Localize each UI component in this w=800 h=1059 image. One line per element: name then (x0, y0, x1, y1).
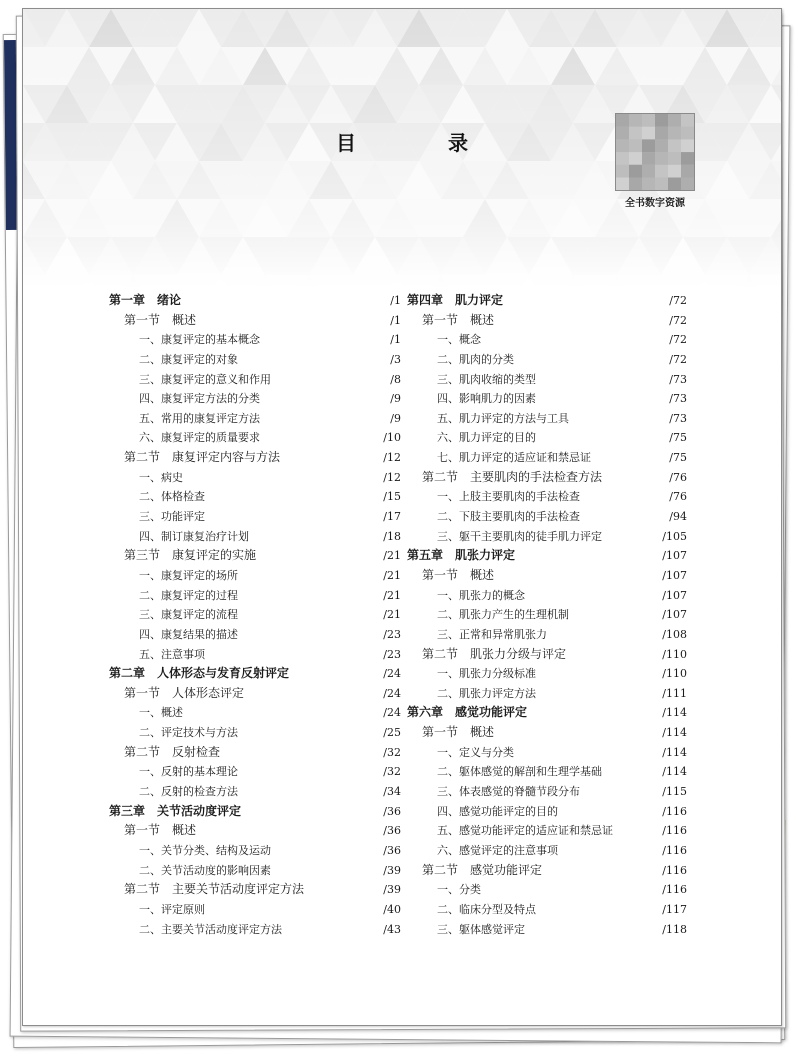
toc-entry-title: 第二节 主要关节活动度评定方法 (124, 882, 305, 897)
toc-subsection-entry[interactable] (109, 782, 401, 802)
toc-entry-title: 第一节 概述 (422, 725, 495, 740)
toc-entry-title: 一、康复评定的场所 (139, 568, 238, 582)
toc-entry-page: /36 (383, 824, 401, 838)
toc-entry-page: /21 (383, 588, 401, 602)
toc-subsection-entry[interactable] (407, 743, 687, 763)
toc-subsection-entry[interactable] (407, 448, 687, 468)
toc-entry-title: 一、上肢主要肌肉的手法检查 (437, 490, 580, 504)
toc-entry-page: /107 (662, 608, 687, 622)
toc-entry-title: 一、概念 (437, 333, 481, 347)
toc-entry-page: /32 (383, 745, 401, 759)
toc-entry-title: 第一节 人体形态评定 (124, 685, 245, 700)
toc-entry-title: 第四章 肌力评定 (407, 293, 504, 307)
toc-entry-title: 第一节 概述 (422, 312, 495, 327)
toc-entry-page: /1 (390, 313, 401, 327)
toc-entry-title: 一、关节分类、结构及运动 (139, 843, 271, 857)
toc-entry-page: /114 (662, 726, 687, 740)
toc-subsection-entry[interactable] (109, 605, 401, 625)
toc-subsection-entry[interactable] (109, 861, 401, 881)
toc-entry-page: /116 (662, 863, 687, 877)
toc-column-right (407, 291, 687, 939)
toc-subsection-entry[interactable] (109, 900, 401, 920)
toc-entry-page: /76 (669, 490, 687, 504)
toc-entry-page: /116 (662, 804, 687, 818)
toc-subsection-entry[interactable] (109, 350, 401, 370)
toc-entry-page: /114 (662, 765, 687, 779)
toc-entry-page: /39 (383, 883, 401, 897)
toc-entry-page: /116 (662, 843, 687, 857)
toc-entry-title: 三、正常和异常肌张力 (437, 627, 547, 641)
toc-entry-title: 三、躯干主要肌肉的徒手肌力评定 (437, 529, 602, 543)
toc-entry-title: 三、功能评定 (139, 510, 205, 524)
toc-entry-title: 四、制订康复治疗计划 (139, 529, 249, 543)
toc-entry-page: /114 (662, 706, 687, 720)
toc-chapter-entry[interactable] (109, 291, 401, 311)
toc-entry-page: /36 (383, 804, 401, 818)
toc-entry-title: 四、感觉功能评定的目的 (437, 804, 558, 818)
toc-entry-title: 一、肌张力的概念 (437, 588, 525, 602)
toc-chapter-entry[interactable] (407, 546, 687, 566)
toc-entry-page: /108 (662, 627, 687, 641)
toc-entry-title: 二、临床分型及特点 (437, 902, 536, 916)
toc-section-entry[interactable] (109, 684, 401, 704)
toc-subsection-entry[interactable] (407, 841, 687, 861)
toc-entry-title: 一、病史 (139, 470, 183, 484)
toc-entry-page: /72 (669, 313, 687, 327)
toc-subsection-entry[interactable] (109, 389, 401, 409)
toc-subsection-entry[interactable] (407, 487, 687, 507)
toc-entry-page: /107 (662, 568, 687, 582)
toc-entry-title: 五、注意事项 (139, 647, 205, 661)
toc-entry-title: 一、概述 (139, 706, 183, 720)
toc-section-entry[interactable] (109, 821, 401, 841)
toc-subsection-entry[interactable] (109, 409, 401, 429)
toc-page (22, 8, 782, 1026)
toc-entry-title: 一、定义与分类 (437, 745, 514, 759)
toc-subsection-entry[interactable] (407, 389, 687, 409)
toc-entry-page: /18 (383, 529, 401, 543)
toc-section-entry[interactable] (109, 448, 401, 468)
toc-entry-title: 二、肌张力评定方法 (437, 686, 536, 700)
toc-subsection-entry[interactable] (407, 664, 687, 684)
toc-entry-page: /36 (383, 843, 401, 857)
toc-entry-title: 三、肌肉收缩的类型 (437, 372, 536, 386)
toc-entry-page: /34 (383, 785, 401, 799)
toc-entry-page: /1 (390, 333, 401, 347)
toc-entry-page: /23 (383, 647, 401, 661)
toc-entry-title: 二、主要关节活动度评定方法 (139, 922, 282, 936)
toc-subsection-entry[interactable] (407, 428, 687, 448)
toc-subsection-entry[interactable] (109, 507, 401, 527)
toc-entry-page: /73 (669, 392, 687, 406)
toc-subsection-entry[interactable] (407, 900, 687, 920)
toc-subsection-entry[interactable] (109, 330, 401, 350)
toc-subsection-entry[interactable] (109, 841, 401, 861)
toc-chapter-entry[interactable] (407, 291, 687, 311)
toc-entry-title: 一、分类 (437, 883, 481, 897)
toc-entry-title: 二、康复评定的过程 (139, 588, 238, 602)
toc-entry-title: 六、肌力评定的目的 (437, 431, 536, 445)
toc-entry-title: 二、肌肉的分类 (437, 352, 514, 366)
toc-entry-title: 五、肌力评定的方法与工具 (437, 411, 569, 425)
toc-entry-page: /72 (669, 333, 687, 347)
toc-entry-page: /9 (390, 392, 401, 406)
toc-entry-title: 第二节 主要肌肉的手法检查方法 (422, 469, 603, 484)
toc-subsection-entry[interactable] (407, 330, 687, 350)
toc-column-left (109, 291, 401, 939)
toc-entry-page: /43 (383, 922, 401, 936)
toc-entry-page: /105 (662, 529, 687, 543)
toc-subsection-entry[interactable] (407, 370, 687, 390)
toc-entry-page: /24 (383, 686, 401, 700)
toc-entry-page: /76 (669, 470, 687, 484)
toc-entry-title: 三、康复评定的意义和作用 (139, 372, 271, 386)
toc-entry-page: /25 (383, 726, 401, 740)
toc-subsection-entry[interactable] (407, 802, 687, 822)
toc-entry-page: /39 (383, 863, 401, 877)
toc-subsection-entry[interactable] (407, 605, 687, 625)
toc-subsection-entry[interactable] (109, 586, 401, 606)
toc-entry-page: /9 (390, 411, 401, 425)
toc-subsection-entry[interactable] (109, 566, 401, 586)
toc-entry-title: 二、康复评定的对象 (139, 352, 238, 366)
toc-entry-title: 第二节 康复评定内容与方法 (124, 450, 281, 465)
toc-entry-title: 二、评定技术与方法 (139, 726, 238, 740)
toc-entry-title: 四、康复结果的描述 (139, 627, 238, 641)
toc-entry-page: /24 (383, 667, 401, 681)
toc-subsection-entry[interactable] (407, 782, 687, 802)
toc-subsection-entry[interactable] (109, 428, 401, 448)
toc-subsection-entry[interactable] (109, 920, 401, 940)
toc-subsection-entry[interactable] (407, 762, 687, 782)
toc-entry-page: /73 (669, 372, 687, 386)
toc-section-entry[interactable] (407, 311, 687, 331)
toc-subsection-entry[interactable] (407, 409, 687, 429)
qr-code-image[interactable] (615, 113, 695, 191)
toc-entry-title: 第一节 概述 (422, 567, 495, 582)
toc-entry-page: /24 (383, 706, 401, 720)
toc-entry-page: /118 (662, 922, 687, 936)
toc-section-entry[interactable] (407, 468, 687, 488)
toc-entry-title: 一、反射的基本理论 (139, 765, 238, 779)
toc-entry-title: 一、评定原则 (139, 902, 205, 916)
toc-entry-page: /17 (383, 510, 401, 524)
toc-chapter-entry[interactable] (407, 703, 687, 723)
toc-subsection-entry[interactable] (407, 625, 687, 645)
toc-subsection-entry[interactable] (109, 723, 401, 743)
toc-section-entry[interactable] (407, 645, 687, 665)
toc-section-entry[interactable] (109, 743, 401, 763)
toc-entry-title: 第二章 人体形态与发育反射评定 (109, 666, 290, 681)
toc-entry-page: /115 (662, 785, 687, 799)
toc-entry-page: /110 (662, 667, 687, 681)
toc-entry-page: /75 (669, 451, 687, 465)
toc-entry-page: /10 (383, 431, 401, 445)
page-title: 目 录 (336, 131, 504, 155)
toc-entry-title: 三、躯体感觉评定 (437, 922, 525, 936)
qr-caption: 全书数字资源 (625, 198, 685, 209)
toc-subsection-entry[interactable] (109, 468, 401, 488)
toc-entry-page: /111 (662, 686, 687, 700)
toc-section-entry[interactable] (407, 861, 687, 881)
toc-subsection-entry[interactable] (407, 507, 687, 527)
toc-entry-title: 第三章 关节活动度评定 (109, 803, 242, 818)
toc-entry-title: 二、体格检查 (139, 490, 205, 504)
toc-entry-page: /21 (383, 549, 401, 563)
toc-subsection-entry[interactable] (109, 625, 401, 645)
toc-entry-page: /21 (383, 568, 401, 582)
toc-entry-page: /12 (383, 470, 401, 484)
toc-entry-page: /107 (662, 549, 687, 563)
toc-entry-title: 一、肌张力分级标准 (437, 667, 536, 681)
toc-entry-title: 第一章 绪论 (109, 293, 182, 307)
toc-entry-title: 第一节 概述 (124, 823, 197, 838)
toc-entry-title: 六、感觉评定的注意事项 (437, 843, 558, 857)
toc-entry-title: 二、关节活动度的影响因素 (139, 863, 271, 877)
toc-entry-title: 三、体表感觉的脊髓节段分布 (437, 785, 580, 799)
toc-chapter-entry[interactable] (109, 664, 401, 684)
toc-entry-page: /72 (669, 294, 687, 307)
toc-entry-title: 二、躯体感觉的解剖和生理学基础 (437, 765, 602, 779)
toc-entry-title: 一、康复评定的基本概念 (139, 333, 260, 347)
toc-entry-page: /75 (669, 431, 687, 445)
toc-subsection-entry[interactable] (109, 370, 401, 390)
toc-entry-page: /8 (390, 372, 401, 386)
toc-entry-page: /12 (383, 451, 401, 465)
toc-subsection-entry[interactable] (109, 703, 401, 723)
toc-entry-page: /94 (669, 510, 687, 524)
toc-entry-title: 七、肌力评定的适应证和禁忌证 (437, 451, 591, 465)
toc-entry-page: /110 (662, 647, 687, 661)
toc-subsection-entry[interactable] (109, 487, 401, 507)
toc-entry-page: /117 (662, 902, 687, 916)
toc-entry-page: /114 (662, 745, 687, 759)
toc-chapter-entry[interactable] (109, 802, 401, 822)
toc-subsection-entry[interactable] (407, 684, 687, 704)
toc-entry-title: 二、下肢主要肌肉的手法检查 (437, 510, 580, 524)
toc-section-entry[interactable] (407, 723, 687, 743)
toc-entry-page: /15 (383, 490, 401, 504)
toc-entry-title: 四、影响肌力的因素 (437, 392, 536, 406)
toc-entry-page: /72 (669, 352, 687, 366)
toc-subsection-entry[interactable] (109, 527, 401, 547)
toc-entry-title: 五、感觉功能评定的适应证和禁忌证 (437, 824, 613, 838)
toc-subsection-entry[interactable] (407, 527, 687, 547)
toc-subsection-entry[interactable] (407, 350, 687, 370)
toc-entry-title: 第五章 肌张力评定 (407, 548, 516, 563)
toc-entry-page: /21 (383, 608, 401, 622)
toc-entry-title: 第六章 感觉功能评定 (407, 705, 528, 720)
toc-subsection-entry[interactable] (407, 821, 687, 841)
toc-entry-title: 三、康复评定的流程 (139, 608, 238, 622)
toc-section-entry[interactable] (407, 566, 687, 586)
toc-entry-title: 第二节 反射检查 (124, 744, 221, 759)
toc-entry-title: 二、反射的检查方法 (139, 785, 238, 799)
toc-section-entry[interactable] (109, 880, 401, 900)
toc-entry-page: /116 (662, 824, 687, 838)
toc-subsection-entry[interactable] (109, 762, 401, 782)
toc-entry-page: /3 (390, 352, 401, 366)
toc-subsection-entry[interactable] (407, 880, 687, 900)
toc-subsection-entry[interactable] (407, 586, 687, 606)
toc-entry-page: /23 (383, 627, 401, 641)
toc-entry-title: 第二节 感觉功能评定 (422, 862, 543, 877)
toc-section-entry[interactable] (109, 546, 401, 566)
toc-entry-title: 第二节 肌张力分级与评定 (422, 646, 567, 661)
toc-subsection-entry[interactable] (407, 920, 687, 940)
toc-entry-page: /73 (669, 411, 687, 425)
toc-entry-title: 第一节 概述 (124, 312, 197, 327)
toc-entry-title: 五、常用的康复评定方法 (139, 411, 260, 425)
toc-entry-page: /116 (662, 883, 687, 897)
toc-entry-page: /1 (390, 294, 401, 307)
toc-entry-title: 六、康复评定的质量要求 (139, 431, 260, 445)
toc-entry-title: 二、肌张力产生的生理机制 (437, 608, 569, 622)
toc-subsection-entry[interactable] (109, 645, 401, 665)
toc-entry-page: /32 (383, 765, 401, 779)
toc-entry-page: /40 (383, 902, 401, 916)
toc-entry-title: 四、康复评定方法的分类 (139, 392, 260, 406)
toc-entry-page: /107 (662, 588, 687, 602)
toc-entry-title: 第三节 康复评定的实施 (124, 548, 257, 563)
toc-section-entry[interactable] (109, 311, 401, 331)
